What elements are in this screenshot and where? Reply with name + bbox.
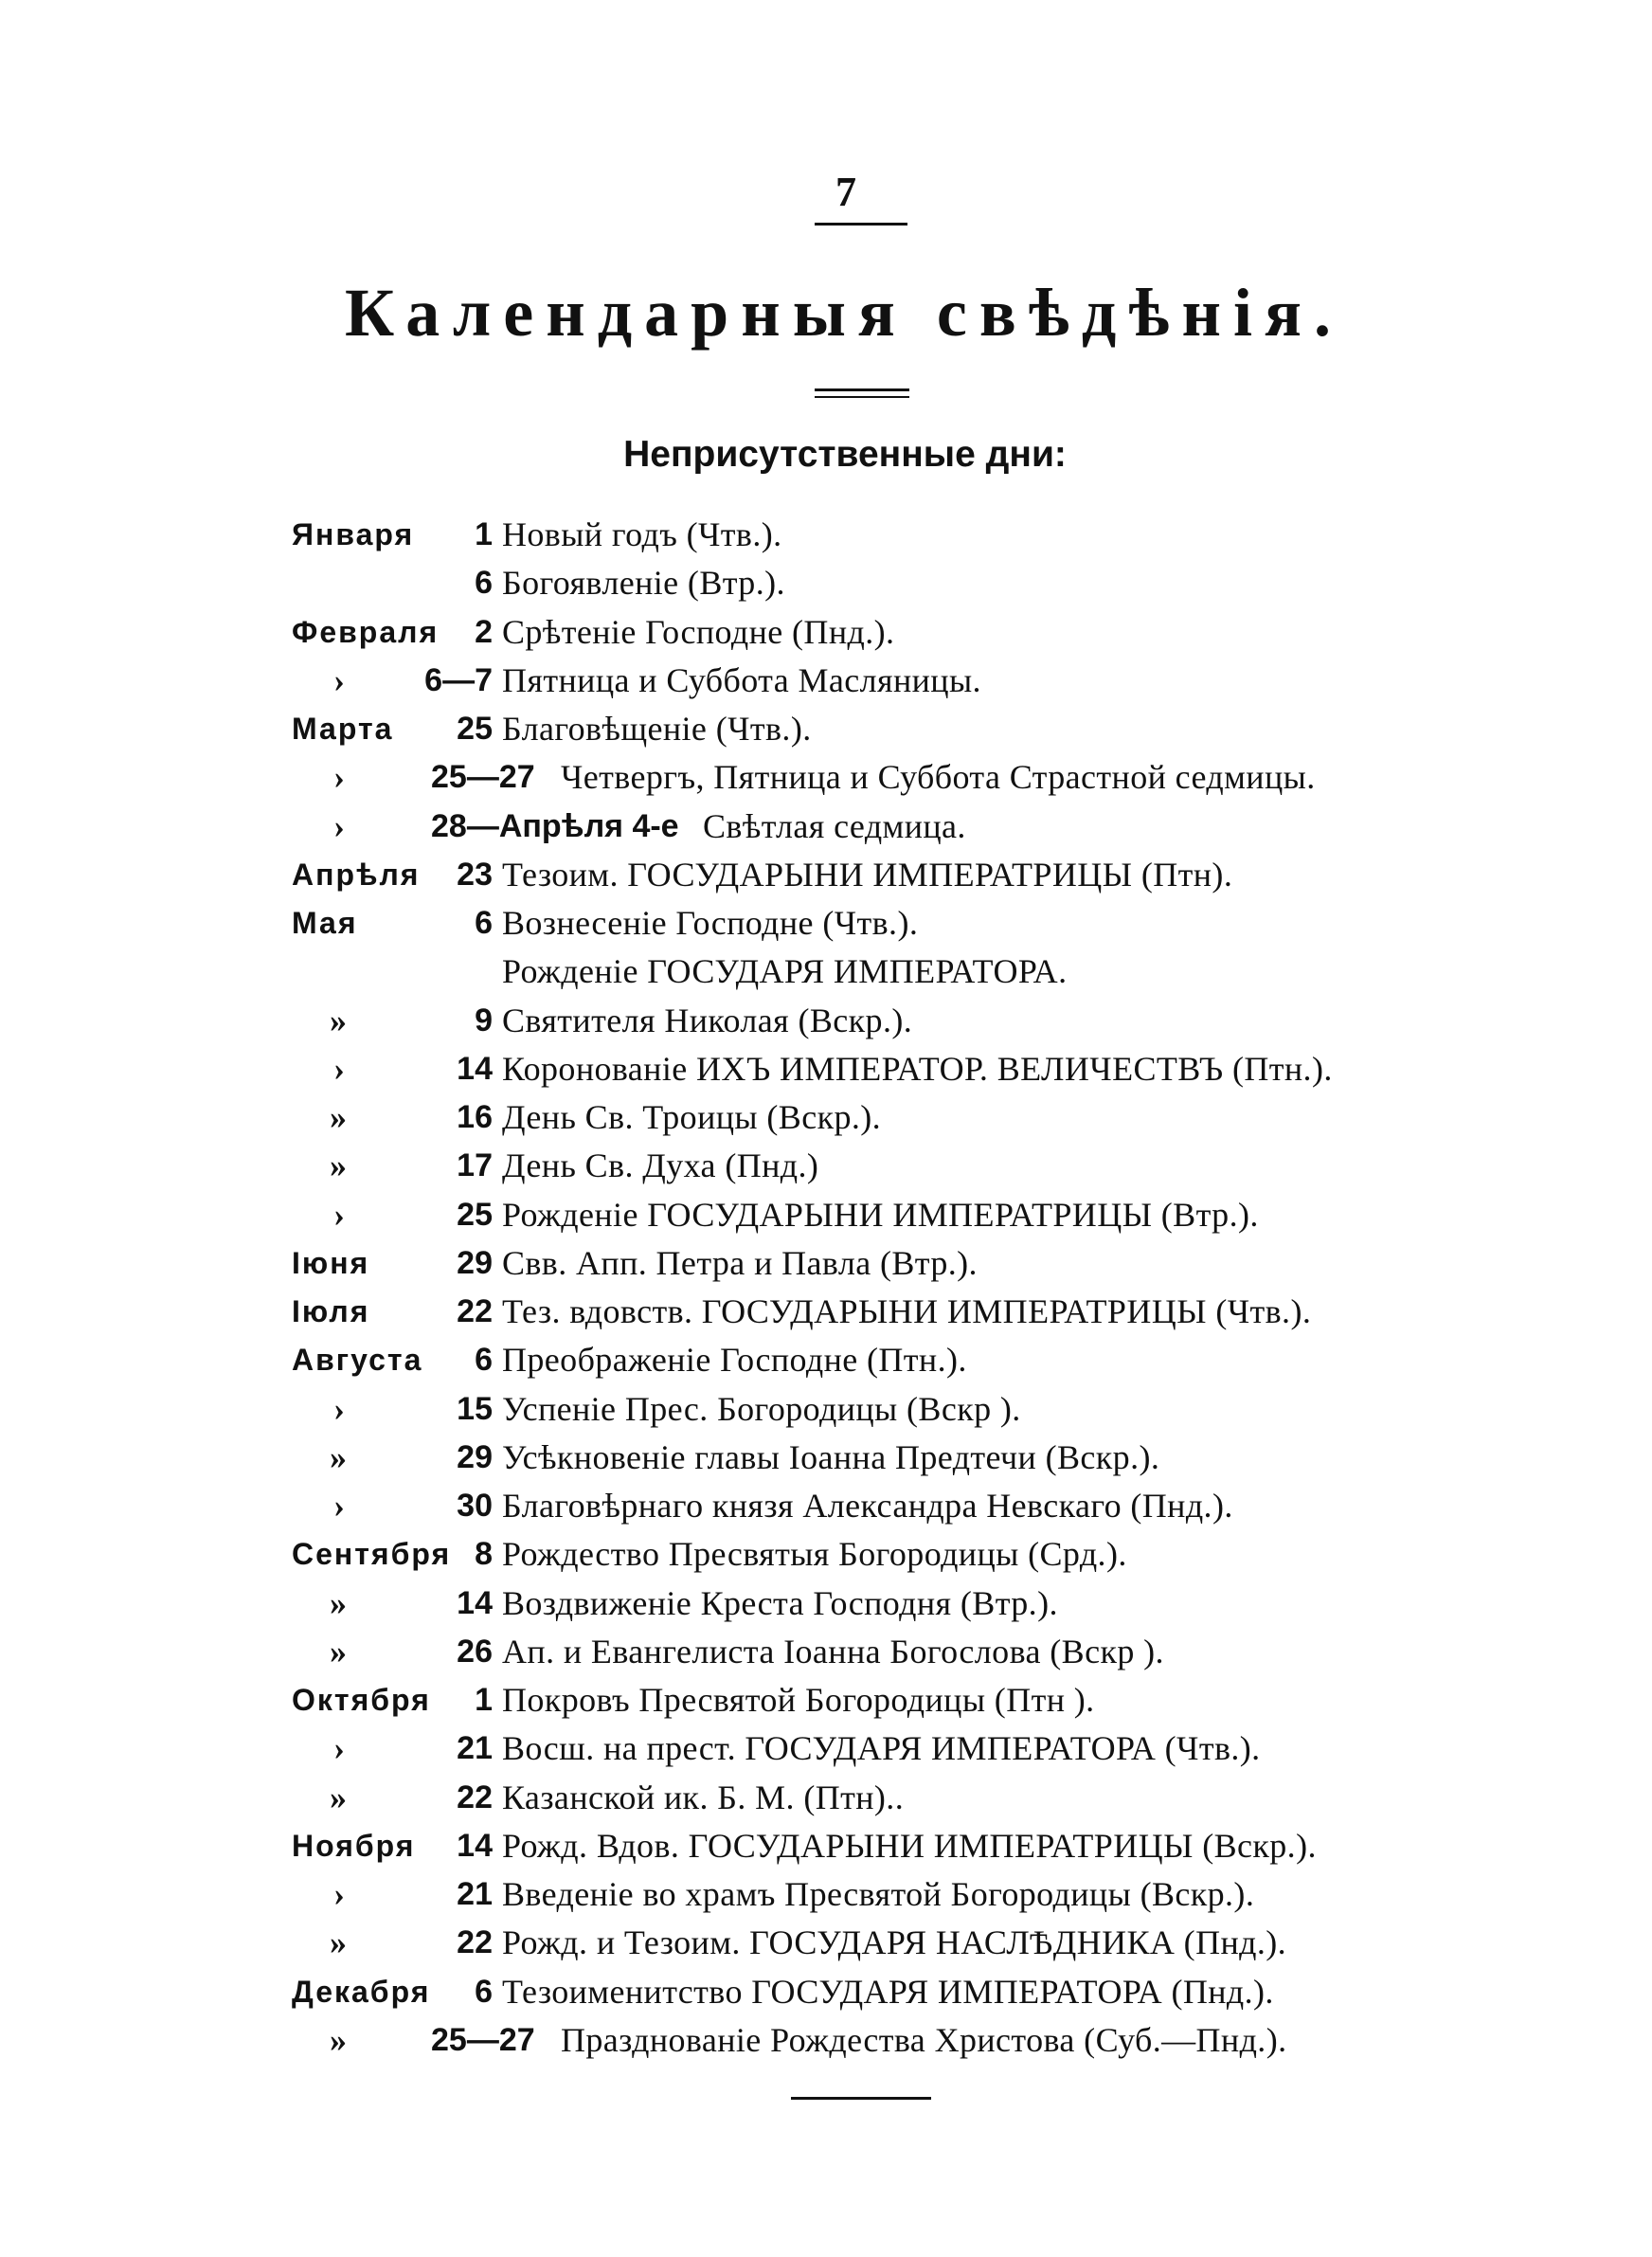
holiday-row (0, 1724, 1652, 1772)
holiday-row (0, 1627, 1652, 1675)
holiday-name: Восш. на прест. ГОСУДАРЯ ИМПЕРАТОРА (Чтв.). (502, 1729, 1261, 1768)
holiday-row (0, 607, 1652, 656)
holiday-name: Рожд. и Тезоим. ГОСУДАРЯ НАСЛѢДНИКА (Пнд.). (502, 1923, 1287, 1962)
holiday-month: » (330, 1632, 347, 1670)
holiday-name: Воздвиженіе Креста Господня (Втр.). (502, 1583, 1058, 1622)
holiday-month: Іюня (292, 1245, 370, 1280)
holiday-name: Благовѣрнаго князя Александра Невскаго (Пнд.). (502, 1487, 1233, 1525)
holiday-row (0, 1287, 1652, 1335)
holiday-month: Января (292, 517, 415, 551)
holiday-day: 25 (457, 1196, 493, 1233)
holiday-name: Рожд. Вдов. ГОСУДАРЫНИ ИМПЕРАТРИЦЫ (Вскр.). (502, 1826, 1317, 1865)
holiday-day: 29 (457, 1438, 493, 1475)
holiday-day: 30 (457, 1488, 493, 1524)
holiday-name: Ап. и Евангелиста Іоанна Богослова (Вскр ). (502, 1632, 1164, 1670)
holiday-day: 25—27 (431, 2021, 535, 2058)
holiday-name: Усѣкновеніе главы Іоанна Предтечи (Вскр.). (502, 1437, 1160, 1476)
holiday-month: » (330, 1778, 347, 1816)
holiday-name: Святителя Николая (Вскр.). (502, 1001, 913, 1039)
holiday-month: » (330, 1583, 347, 1622)
holiday-name: Вознесеніе Господне (Чтв.). (502, 904, 919, 942)
holiday-row (0, 1821, 1652, 1869)
holiday-day: 8 (475, 1536, 493, 1573)
holiday-row (0, 996, 1652, 1044)
section-subtitle: Неприсутственные дни: (623, 434, 1067, 475)
holiday-day: 22 (457, 1924, 493, 1961)
holiday-name: Богоявленіе (Втр.). (502, 564, 785, 603)
holiday-month: › (333, 1389, 345, 1428)
holiday-day: 1 (475, 516, 493, 552)
holiday-month: Февраля (292, 614, 440, 649)
holiday-row (0, 802, 1652, 850)
holiday-row (0, 2015, 1652, 2064)
holiday-month: › (333, 1049, 345, 1088)
holiday-name: Введеніе во храмъ Пресвятой Богородицы (Вскр.). (502, 1875, 1255, 1913)
page-number: 7 (835, 169, 856, 215)
holiday-name: Казанской ик. Б. М. (Птн).. (502, 1778, 905, 1816)
title-ornament-rule (815, 388, 909, 400)
holiday-month: Апрѣля (292, 857, 421, 892)
holiday-month: » (330, 1001, 347, 1039)
holiday-day: 16 (457, 1099, 493, 1135)
holiday-day: 21 (457, 1876, 493, 1912)
holiday-day: 28—Апрѣля 4-е (431, 807, 679, 844)
holiday-name: Успеніе Прес. Богородицы (Вскр ). (502, 1389, 1021, 1428)
holiday-row (0, 752, 1652, 801)
holiday-name: Рождество Пресвятыя Богородицы (Срд.). (502, 1535, 1127, 1574)
holiday-name: Рожденіе ГОСУДАРЫНИ ИМПЕРАТРИЦЫ (Втр.). (502, 1195, 1259, 1234)
holiday-day: 25—27 (431, 759, 535, 796)
holiday-name: Рожденіе ГОСУДАРЯ ИМПЕРАТОРА. (502, 952, 1068, 991)
holiday-name: День Св. Троицы (Вскр.). (502, 1098, 882, 1136)
holiday-month: › (333, 806, 345, 845)
holiday-month: Ноября (292, 1828, 416, 1863)
holiday-row (0, 1190, 1652, 1238)
holiday-row (0, 704, 1652, 752)
holiday-day: 14 (457, 1584, 493, 1621)
holiday-name: Благовѣщеніе (Чтв.). (502, 710, 812, 748)
page-number-rule (815, 223, 907, 226)
holiday-month: Марта (292, 712, 394, 746)
holiday-row (0, 1092, 1652, 1141)
holiday-name: Празднованіе Рождества Христова (Суб.—Пнд.). (561, 2020, 1287, 2059)
holiday-name: Срѣтеніе Господне (Пнд.). (502, 612, 895, 651)
holiday-month: › (333, 1729, 345, 1768)
holiday-row (0, 1481, 1652, 1529)
holiday-day: 14 (457, 1827, 493, 1864)
holiday-row (0, 850, 1652, 898)
holiday-month: Мая (292, 906, 358, 940)
holiday-month: » (330, 1923, 347, 1962)
holiday-row (0, 947, 1652, 995)
holiday-name: День Св. Духа (Пнд.) (502, 1147, 819, 1185)
holiday-day: 29 (457, 1244, 493, 1281)
holiday-name: Свѣтлая седмица. (703, 806, 966, 845)
holiday-row (0, 1918, 1652, 1966)
holiday-row (0, 510, 1652, 558)
holiday-name: Тезоим. ГОСУДАРЫНИ ИМПЕРАТРИЦЫ (Птн). (502, 855, 1233, 894)
holiday-day: 22 (457, 1779, 493, 1815)
holiday-row (0, 1967, 1652, 2015)
holiday-month: » (330, 1147, 347, 1185)
holiday-row (0, 1044, 1652, 1092)
holiday-day: 6 (475, 1973, 493, 2010)
holiday-day: 26 (457, 1633, 493, 1670)
holiday-month: › (333, 758, 345, 797)
holiday-month: Сентября (292, 1537, 452, 1572)
holiday-day: 17 (457, 1147, 493, 1184)
holiday-day: 2 (475, 613, 493, 650)
holiday-month: › (333, 660, 345, 699)
holiday-row (0, 898, 1652, 947)
holiday-month: › (333, 1195, 345, 1234)
holiday-month: Іюля (292, 1294, 370, 1328)
holiday-name: Тезоименитство ГОСУДАРЯ ИМПЕРАТОРА (Пнд.). (502, 1972, 1274, 2011)
holiday-name: Коронованіе ИХЪ ИМПЕРАТОР. ВЕЛИЧЕСТВЪ (Птн.). (502, 1049, 1333, 1088)
holiday-name: Свв. Апп. Петра и Павла (Втр.). (502, 1243, 978, 1282)
closing-rule (791, 2097, 931, 2100)
holiday-row (0, 1579, 1652, 1627)
holiday-day: 6 (475, 1342, 493, 1379)
holiday-day: 6 (475, 565, 493, 602)
holiday-day: 1 (475, 1682, 493, 1718)
holiday-day: 22 (457, 1293, 493, 1329)
holiday-month: Августа (292, 1343, 423, 1378)
page-title: Календарныя свѣдѣнія. (345, 275, 1343, 351)
holiday-day: 14 (457, 1050, 493, 1087)
holiday-name: Тез. вдовств. ГОСУДАРЫНИ ИМПЕРАТРИЦЫ (Чтв.). (502, 1292, 1312, 1330)
holiday-row (0, 656, 1652, 704)
holiday-row (0, 1675, 1652, 1724)
holiday-name: Преображеніе Господне (Птн.). (502, 1341, 967, 1380)
holiday-row (0, 558, 1652, 606)
holiday-name: Пятница и Суббота Масляницы. (502, 660, 981, 699)
holiday-day: 15 (457, 1390, 493, 1427)
holiday-day: 21 (457, 1730, 493, 1767)
holiday-row (0, 1141, 1652, 1189)
holiday-row (0, 1433, 1652, 1481)
holiday-row (0, 1529, 1652, 1578)
holiday-month: › (333, 1875, 345, 1913)
holiday-day: 25 (457, 711, 493, 747)
holiday-row (0, 1335, 1652, 1383)
holiday-month: Октября (292, 1683, 431, 1717)
holiday-month: » (330, 2020, 347, 2059)
holiday-name: Покровъ Пресвятой Богородицы (Птн ). (502, 1681, 1095, 1719)
holiday-day: 6 (475, 905, 493, 941)
holiday-day: 23 (457, 856, 493, 893)
holiday-name: Новый годъ (Чтв.). (502, 515, 782, 553)
holiday-list (0, 510, 1652, 2064)
holiday-month: » (330, 1098, 347, 1136)
holiday-month: › (333, 1487, 345, 1525)
holiday-row (0, 1238, 1652, 1287)
holiday-row (0, 1773, 1652, 1821)
holiday-day: 6—7 (424, 661, 493, 698)
holiday-month: » (330, 1437, 347, 1476)
holiday-name: Четвергъ, Пятница и Суббота Страстной седмицы. (561, 758, 1316, 797)
holiday-row (0, 1384, 1652, 1433)
holiday-row (0, 1869, 1652, 1918)
holiday-day: 9 (475, 1002, 493, 1038)
holiday-month: Декабря (292, 1974, 431, 2009)
